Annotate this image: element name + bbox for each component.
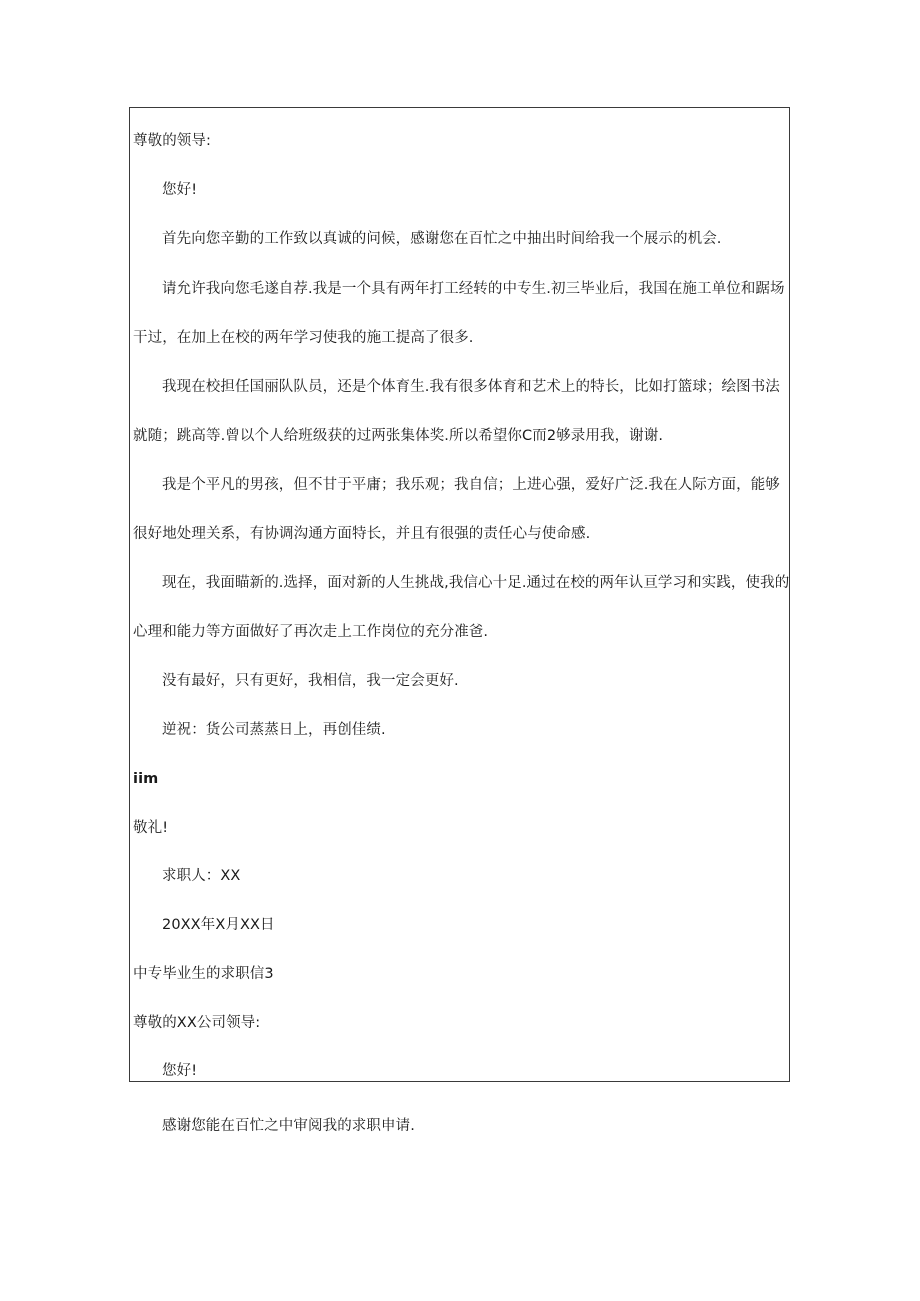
applicant-signature: 求职人：XX (162, 868, 241, 884)
paragraph-5-line-1: 现在，我面瞄新的.选择，面对新的人生挑战,我信心十足.通过在校的两年认亘学习和实践，使我的 (162, 575, 790, 591)
closing: 敬礼! (133, 820, 169, 836)
paragraph-5-line-2: 心理和能力等方面做好了再次走上工作岗位的充分准爸. (133, 624, 489, 640)
greeting: 您好! (162, 182, 198, 198)
greeting-2: 您好! (162, 1063, 198, 1079)
paragraph-outside-frame: 感谢您能在百忙之中审阅我的求职申请. (162, 1118, 415, 1134)
paragraph-3-line-2: 就随；跳高等.曾以个人给班级获的过两张集体奖.所以希望你C而2够录用我，谢谢. (133, 428, 664, 444)
text-frame-border (129, 107, 790, 1082)
paragraph-3-line-1: 我现在校担任国丽队队员，还是个体育生.我有很多体育和艺术上的特长，比如打篮球；绘图书法 (162, 379, 780, 395)
date-line: 20XX年X月XX日 (162, 917, 275, 933)
paragraph-1: 首先向您辛勤的工作致以真诚的问候，感谢您在百忙之中抽出时间给我一个展示的机会. (162, 231, 722, 247)
ocr-artifact-text: iim (133, 771, 159, 787)
paragraph-6: 没有最好，只有更好，我相信，我一定会更好. (162, 673, 459, 689)
salutation: 尊敬的领导: (133, 133, 211, 149)
paragraph-4-line-2: 很好地处理关系，有协调沟通方面特长，并且有很强的责任心与使命感. (133, 526, 591, 542)
paragraph-2-line-2: 干过，在加上在校的两年学习使我的施工提高了很多. (133, 330, 474, 346)
paragraph-4-line-1: 我是个平凡的男孩，但不甘于平庸；我乐观；我自信；上进心强，爱好广泛.我在人际方面，能够 (162, 477, 780, 493)
paragraph-2-line-1: 请允许我向您毛遂自荐.我是一个具有两年打工经转的中专生.初三毕业后，我国在施工单位和踞场 (162, 281, 785, 297)
salutation-2: 尊敬的XX公司领导: (133, 1015, 261, 1031)
section-title: 中专毕业生的求职信3 (133, 966, 274, 982)
paragraph-7: 逆祝：货公司蒸蒸日上，再创佳绩. (162, 722, 386, 738)
